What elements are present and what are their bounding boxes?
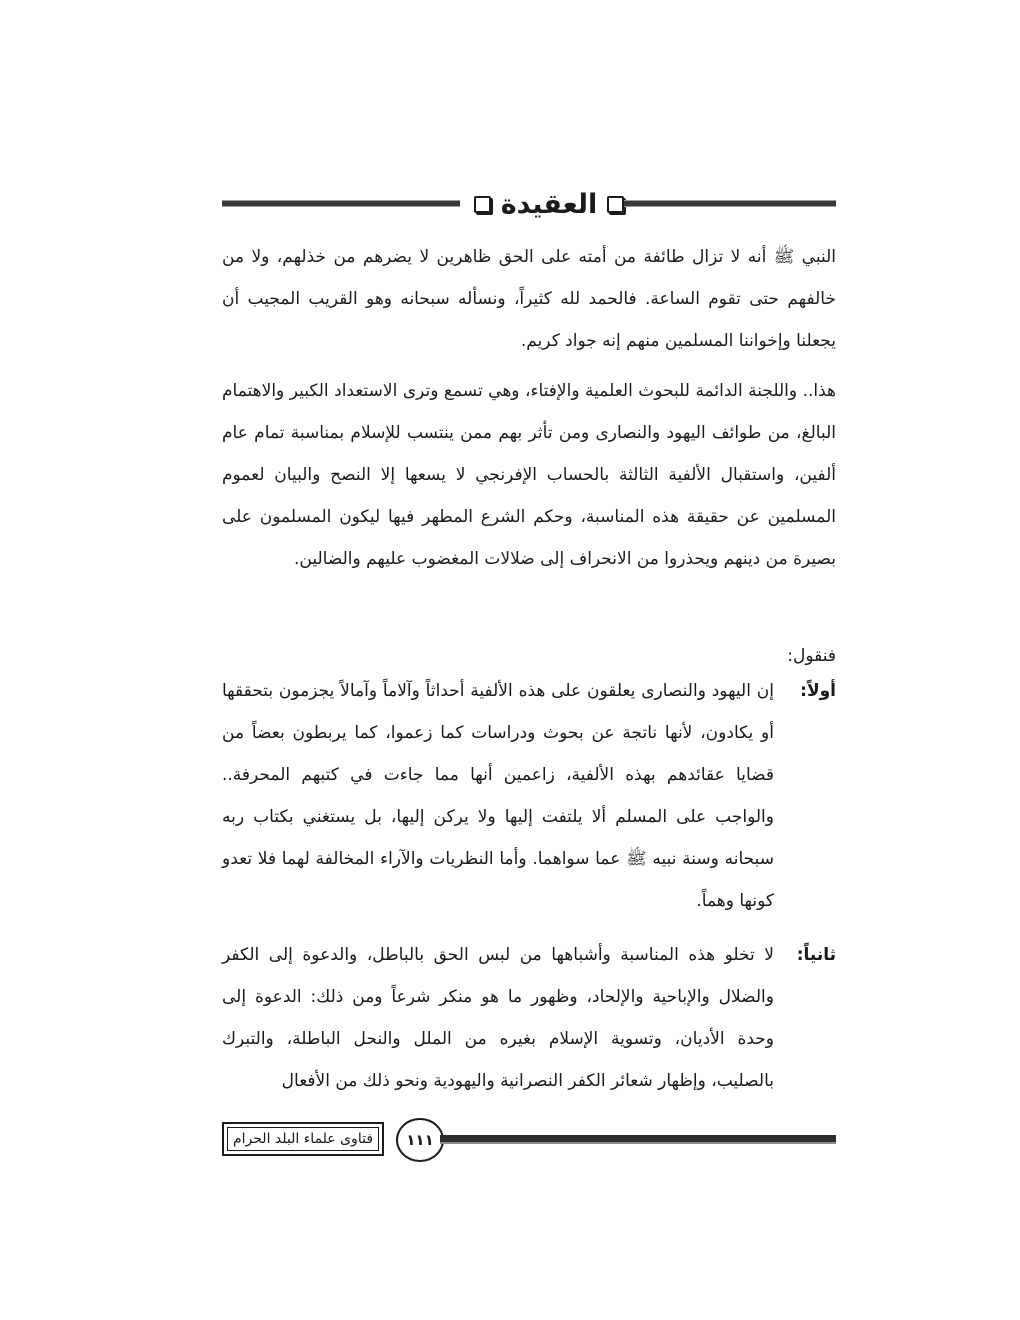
header-title-group <box>474 186 624 222</box>
footer-rule <box>440 1135 836 1142</box>
intro-label: فنقول: <box>787 646 836 666</box>
point-1 <box>222 670 836 922</box>
page-footer <box>222 1118 836 1160</box>
box-icon <box>474 196 491 213</box>
point-2-label: ثانياً: <box>796 945 836 965</box>
header-rule-right <box>624 201 836 206</box>
point-2 <box>222 934 836 1102</box>
paragraph-2: هذا.. واللجنة الدائمة للبحوث العلمية والإفتاء، وهي تسمع وترى الاستعداد الكبير والاهتمام البالغ، من طوائف اليهود والنصارى ومن تأثر بهم ممن ينتسب للإسلام بمناسبة تمام عام ألفين، واستقبال الألفية الثالثة بالحساب الإفرنجي لا يسعها إلا النصح والبيان لعموم المسلمين عن حقيقة هذه المناسبة، وحكم الشرع المطهر فيها ليكون المسلمون على بصيرة من دينهم ويحذروا من الانحراف إلى ضلالات المغضوب عليهم والضالين. <box>222 381 836 569</box>
footer-book-title: فتاوى علماء البلد الحرام <box>222 1122 384 1156</box>
header-rule-left <box>222 201 460 206</box>
header-title: العقيدة <box>500 188 598 220</box>
box-icon <box>607 196 624 213</box>
paragraph-1: النبي ﷺ أنه لا تزال طائفة من أمته على الحق ظاهرين لا يضرهم من خذلهم، ولا من خالفهم حتى تقوم الساعة. فالحمد لله كثيراً، ونسأله سبحانه وهو القريب المجيب أن يجعلنا وإخواننا المسلمين منهم إنه جواد كريم. <box>222 247 836 351</box>
page-header <box>222 186 836 222</box>
point-1-label: أولاً: <box>800 681 836 701</box>
point-2-text: لا تخلو هذه المناسبة وأشباهها من لبس الحق بالباطل، والدعوة إلى الكفر والضلال والإباحية والإلحاد، وظهور ما هو منكر شرعاً ومن ذلك: الدعوة إلى وحدة الأديان، وتسوية الإسلام بغيره من الملل والنحل الباطلة، والتبرك بالصليب، وإظهار شعائر الكفر النصرانية واليهودية ونحو ذلك من الأفعال <box>222 945 774 1091</box>
point-1-text: إن اليهود والنصارى يعلقون على هذه الألفية أحداثاً وآلاماً وآمالاً يجزمون بتحققها أو يكادون، لأنها ناتجة عن بحوث ودراسات كما زعموا، كما يربطون بعضاً من قضايا عقائدهم بهذه الألفية، زاعمين أنها مما جاءت في كتبهم المحرفة.. والواجب على المسلم ألا يلتفت إليها ولا يركن إليها، بل يستغني بكتاب ربه سبحانه وسنة نبيه ﷺ عما سواهما. وأما النظريات والآراء المخالفة لهما فلا تعدو كونها وهماً. <box>222 681 774 911</box>
page-number: ١١١ <box>396 1118 444 1162</box>
